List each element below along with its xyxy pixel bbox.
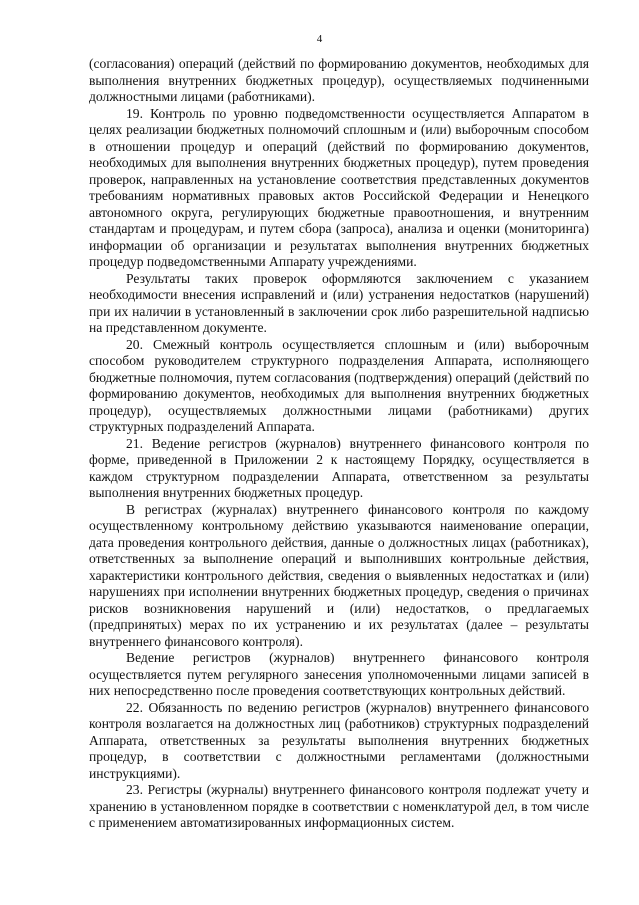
paragraph-21-registers: В регистрах (журналах) внутреннего финансового контроля по каждому осуществленному контрольному действию указываются наименование операции, дата проведения контрольного действия, данные о должностных лицах (работниках), ответственных за выполнение операций и выполнивших контрольные действия, характеристики контрольного действия, сведения о выявленных недостатках и (или) нарушениях при исполнении внутренних бюджетных процедур, сведения о причинах рисков возникновения нарушений и (или) недостатков, о предлагаемых (предпринятых) мерах по их устранению и их результатах (далее – результаты внутреннего финансового контроля). [89, 501, 589, 649]
paragraph-23: 23. Регистры (журналы) внутреннего финансового контроля подлежат учету и хранению в установленном порядке в соответствии с номенклатурой дел, в том числе с применением автоматизированных информационных систем. [89, 782, 589, 830]
page-number: 4 [316, 33, 323, 45]
paragraph-19-results: Результаты таких проверок оформляются заключением с указанием необходимости внесения исправлений и (или) устранения недостатков (нарушений) при их наличии в установленный в заключении срок либо разрешительной надписью на представленном документе. [89, 270, 589, 335]
paragraph-continuation: (согласования) операций (действий по формированию документов, необходимых для выполнения внутренних бюджетных процедур), осуществляемых подчиненными должностными лицами (работниками). [89, 56, 589, 104]
paragraph-21: 21. Ведение регистров (журналов) внутреннего финансового контроля по форме, приведенной в Приложении 2 к настоящему Порядку, осуществляется в каждом структурном подразделении Аппарата, ответственном за результаты выполнения внутренних бюджетных процедур. [89, 435, 589, 500]
paragraph-22: 22. Обязанность по ведению регистров (журналов) внутреннего финансового контроля возлагается на должностных лиц (работников) структурных подразделений Аппарата, ответственных за результаты выполнения внутренних бюджетных процедур, в соответствии с должностными регламентами (должностными инструкциями). [89, 699, 589, 781]
paragraph-20: 20. Смежный контроль осуществляется сплошным и (или) выборочным способом руководителем структурного подразделения Аппарата, исполняющего бюджетные полномочия, путем согласования (подтверждения) операций (действий по формированию документов, необходимых для выполнения внутренних бюджетных процедур), осуществляемых должностными лицами (работниками) других структурных подразделений Аппарата. [89, 336, 589, 434]
paragraph-21-maintenance: Ведение регистров (журналов) внутреннего финансового контроля осуществляется путем регулярного занесения уполномоченными лицами записей в них непосредственно после проведения соответствующих контрольных действий. [89, 650, 589, 698]
document-body [89, 56, 589, 832]
paragraph-19: 19. Контроль по уровню подведомственности осуществляется Аппаратом в целях реализации бюджетных полномочий сплошным и (или) выборочным способом в отношении процедур и операций (действий по формированию документов, необходимых для выполнения внутренних бюджетных процедур), путем проведения проверок, направленных на установление соответствия представленных документов требованиям нормативных правовых актов Российской Федерации и Ненецкого автономного округа, регулирующих бюджетные правоотношения, и внутренним стандартам и процедурам, и путем сбора (запроса), анализа и оценки (мониторинга) информации об организации и результатах выполнения внутренних бюджетных процедур подведомственными Аппарату учреждениями. [89, 105, 589, 269]
